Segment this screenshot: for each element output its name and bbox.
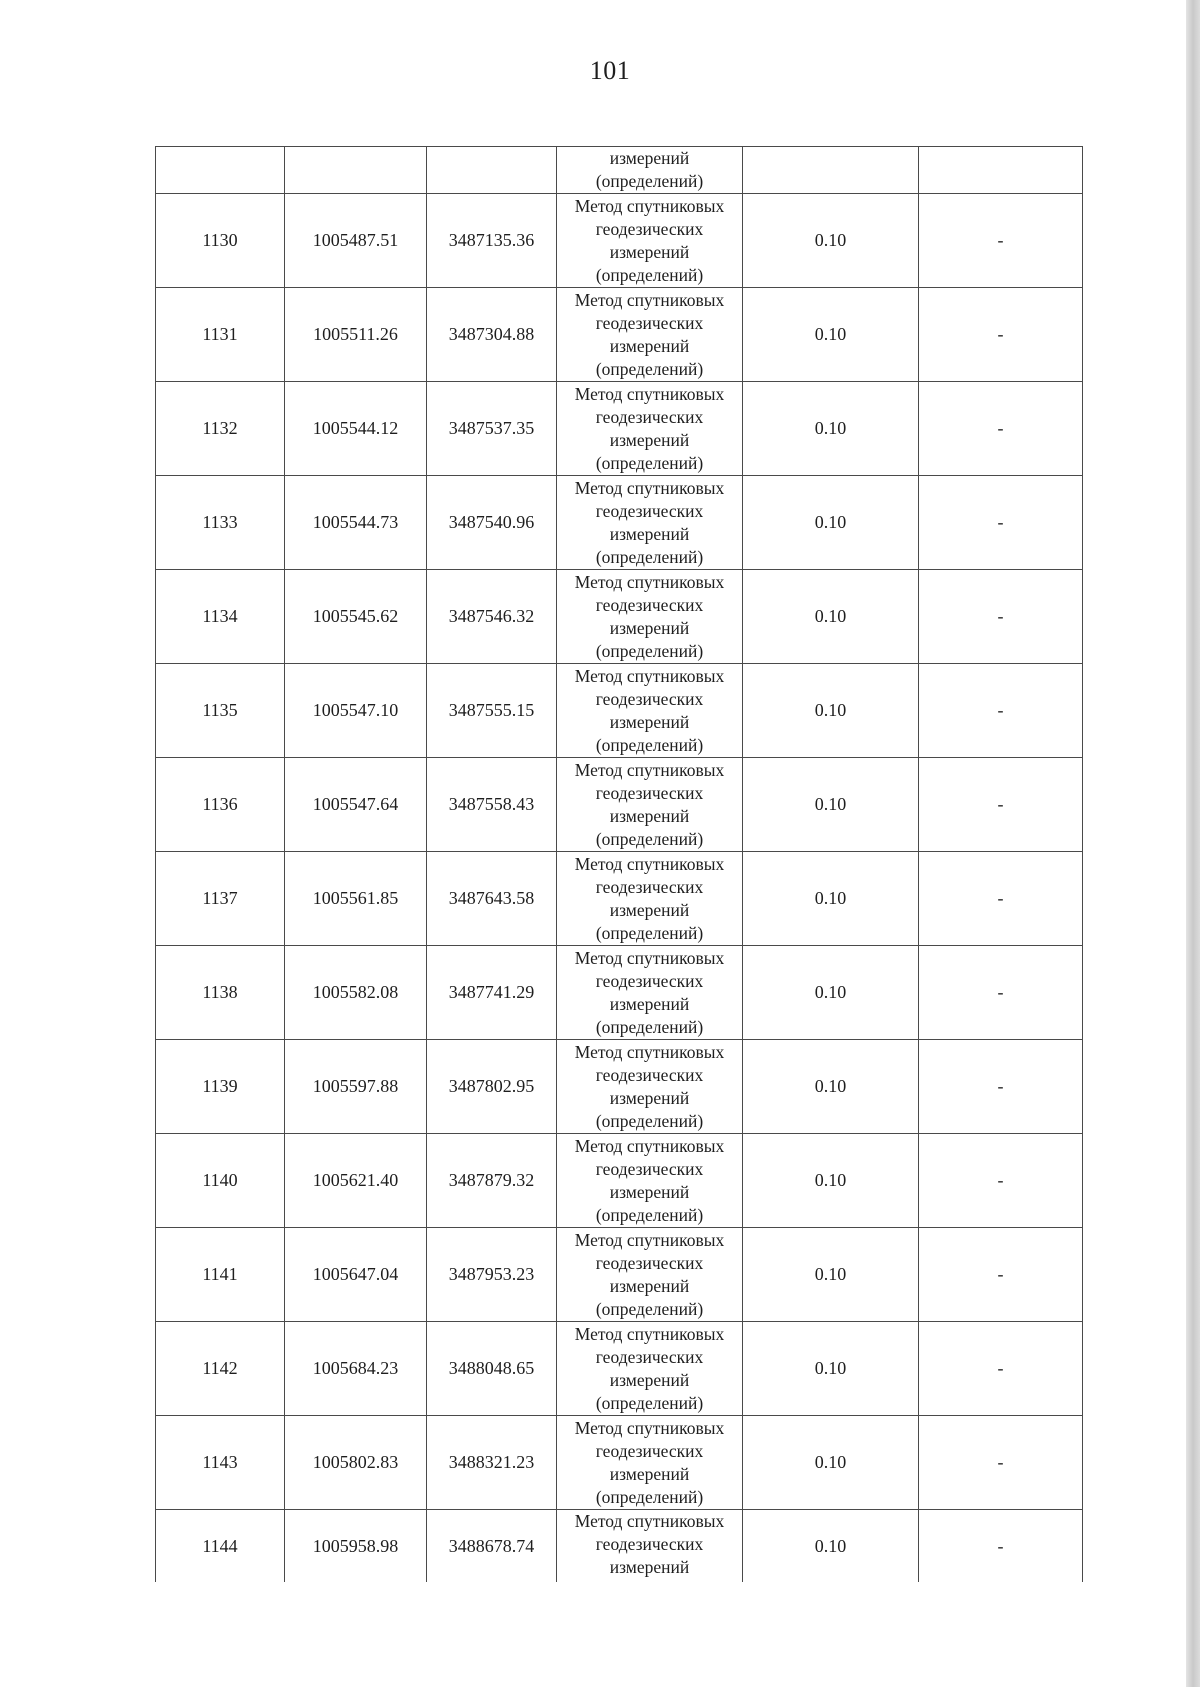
- accuracy-cell: 0.10: [743, 664, 919, 758]
- page-number: 101: [589, 56, 631, 85]
- x-coordinate-cell: 1005597.88: [285, 1040, 427, 1134]
- accuracy-cell: 0.10: [743, 288, 919, 382]
- point-number-cell: 1139: [156, 1040, 285, 1134]
- table-row: [156, 1134, 1083, 1228]
- method-cell: [557, 1040, 743, 1134]
- x-coordinate-cell: 1005511.26: [285, 288, 427, 382]
- method-cell: [557, 1416, 743, 1510]
- method-cell: [557, 852, 743, 946]
- note-cell: -: [919, 1228, 1083, 1322]
- note-cell: -: [919, 476, 1083, 570]
- accuracy-cell: 0.10: [743, 758, 919, 852]
- point-number-cell: 1130: [156, 194, 285, 288]
- method-line: (определений): [595, 1110, 704, 1131]
- coordinates-table-body: [156, 147, 1083, 1583]
- table-row: [156, 1040, 1083, 1134]
- accuracy-cell: 0.10: [743, 570, 919, 664]
- coordinates-table: [155, 146, 1083, 1582]
- x-coordinate-cell: 1005582.08: [285, 946, 427, 1040]
- method-line: измерений: [609, 1275, 690, 1296]
- method-line: Метод спутниковых: [574, 289, 725, 310]
- method-line: (определений): [595, 1016, 704, 1037]
- y-coordinate-cell: 3487135.36: [427, 194, 557, 288]
- method-cell: [557, 1228, 743, 1322]
- method-line: геодезических: [595, 312, 704, 333]
- page-edge-shadow: [1186, 0, 1200, 1687]
- method-line: Метод спутниковых: [574, 1323, 725, 1344]
- method-line: измерений: [609, 1369, 690, 1390]
- accuracy-cell: [743, 147, 919, 194]
- point-number-cell: 1143: [156, 1416, 285, 1510]
- method-line: измерений: [609, 1181, 690, 1202]
- method-line: измерений: [609, 335, 690, 356]
- method-cell: [557, 147, 743, 194]
- point-number-cell: 1140: [156, 1134, 285, 1228]
- method-cell: [557, 476, 743, 570]
- method-line: Метод спутниковых: [574, 947, 725, 968]
- method-line: измерений: [609, 241, 690, 262]
- point-number-cell: 1132: [156, 382, 285, 476]
- y-coordinate-cell: 3488048.65: [427, 1322, 557, 1416]
- y-coordinate-cell: 3487558.43: [427, 758, 557, 852]
- point-number-cell: [156, 147, 285, 194]
- method-line: измерений: [609, 993, 690, 1014]
- accuracy-cell: 0.10: [743, 1134, 919, 1228]
- method-line: измерений: [609, 1557, 690, 1577]
- x-coordinate-cell: [285, 147, 427, 194]
- x-coordinate-cell: 1005684.23: [285, 1322, 427, 1416]
- table-row: [156, 1228, 1083, 1322]
- note-cell: -: [919, 382, 1083, 476]
- method-line: Метод спутниковых: [574, 1511, 725, 1531]
- method-line: (определений): [595, 1392, 704, 1413]
- note-cell: -: [919, 664, 1083, 758]
- y-coordinate-cell: 3487546.32: [427, 570, 557, 664]
- accuracy-cell: 0.10: [743, 1322, 919, 1416]
- point-number-cell: 1144: [156, 1510, 285, 1583]
- method-line: геодезических: [595, 1346, 704, 1367]
- table-row: [156, 852, 1083, 946]
- note-cell: -: [919, 946, 1083, 1040]
- note-cell: -: [919, 1322, 1083, 1416]
- method-line: Метод спутниковых: [574, 1135, 725, 1156]
- y-coordinate-cell: 3487802.95: [427, 1040, 557, 1134]
- x-coordinate-cell: 1005547.10: [285, 664, 427, 758]
- method-line: (определений): [595, 171, 704, 191]
- method-line: (определений): [595, 546, 704, 567]
- method-line: Метод спутниковых: [574, 665, 725, 686]
- method-line: геодезических: [595, 1440, 704, 1461]
- accuracy-cell: 0.10: [743, 946, 919, 1040]
- method-line: геодезических: [595, 876, 704, 897]
- method-line: (определений): [595, 358, 704, 379]
- method-cell: [557, 570, 743, 664]
- table-row: [156, 664, 1083, 758]
- table-row: [156, 946, 1083, 1040]
- y-coordinate-cell: 3487540.96: [427, 476, 557, 570]
- method-line: (определений): [595, 640, 704, 661]
- accuracy-cell: 0.10: [743, 476, 919, 570]
- x-coordinate-cell: 1005561.85: [285, 852, 427, 946]
- accuracy-cell: 0.10: [743, 194, 919, 288]
- method-cell: [557, 1134, 743, 1228]
- table-row: [156, 476, 1083, 570]
- method-line: Метод спутниковых: [574, 571, 725, 592]
- accuracy-cell: 0.10: [743, 1228, 919, 1322]
- method-line: (определений): [595, 828, 704, 849]
- method-cell: [557, 194, 743, 288]
- y-coordinate-cell: 3487304.88: [427, 288, 557, 382]
- method-line: (определений): [595, 1204, 704, 1225]
- method-line: геодезических: [595, 782, 704, 803]
- y-coordinate-cell: 3487953.23: [427, 1228, 557, 1322]
- y-coordinate-cell: 3487741.29: [427, 946, 557, 1040]
- method-line: геодезических: [595, 406, 704, 427]
- method-line: Метод спутниковых: [574, 1417, 725, 1438]
- method-line: (определений): [595, 922, 704, 943]
- method-line: (определений): [595, 1298, 704, 1319]
- method-line: Метод спутниковых: [574, 853, 725, 874]
- method-line: геодезических: [595, 1534, 704, 1554]
- table-row: [156, 382, 1083, 476]
- accuracy-cell: 0.10: [743, 1040, 919, 1134]
- y-coordinate-cell: [427, 147, 557, 194]
- method-cell: [557, 664, 743, 758]
- point-number-cell: 1141: [156, 1228, 285, 1322]
- method-line: измерений: [609, 523, 690, 544]
- method-line: Метод спутниковых: [574, 759, 725, 780]
- method-line: (определений): [595, 1486, 704, 1507]
- accuracy-cell: 0.10: [743, 382, 919, 476]
- point-number-cell: 1142: [156, 1322, 285, 1416]
- method-line: Метод спутниковых: [574, 383, 725, 404]
- point-number-cell: 1135: [156, 664, 285, 758]
- accuracy-cell: 0.10: [743, 1510, 919, 1583]
- table-row: [156, 1322, 1083, 1416]
- y-coordinate-cell: 3488321.23: [427, 1416, 557, 1510]
- method-line: измерений: [609, 148, 690, 168]
- method-line: измерений: [609, 1463, 690, 1484]
- x-coordinate-cell: 1005547.64: [285, 758, 427, 852]
- accuracy-cell: 0.10: [743, 852, 919, 946]
- point-number-cell: 1138: [156, 946, 285, 1040]
- point-number-cell: 1133: [156, 476, 285, 570]
- method-line: геодезических: [595, 1064, 704, 1085]
- point-number-cell: 1134: [156, 570, 285, 664]
- x-coordinate-cell: 1005544.12: [285, 382, 427, 476]
- note-cell: -: [919, 758, 1083, 852]
- y-coordinate-cell: 3487537.35: [427, 382, 557, 476]
- method-line: измерений: [609, 1087, 690, 1108]
- method-line: геодезических: [595, 594, 704, 615]
- table-row: [156, 1416, 1083, 1510]
- method-line: геодезических: [595, 218, 704, 239]
- method-line: измерений: [609, 617, 690, 638]
- method-line: измерений: [609, 711, 690, 732]
- note-cell: -: [919, 570, 1083, 664]
- y-coordinate-cell: 3487555.15: [427, 664, 557, 758]
- method-cell: [557, 1322, 743, 1416]
- table-row: [156, 147, 1083, 194]
- method-line: геодезических: [595, 1252, 704, 1273]
- note-cell: -: [919, 194, 1083, 288]
- y-coordinate-cell: 3487879.32: [427, 1134, 557, 1228]
- method-line: измерений: [609, 899, 690, 920]
- x-coordinate-cell: 1005545.62: [285, 570, 427, 664]
- method-line: геодезических: [595, 688, 704, 709]
- note-cell: -: [919, 1416, 1083, 1510]
- point-number-cell: 1137: [156, 852, 285, 946]
- method-line: геодезических: [595, 500, 704, 521]
- table-row: [156, 288, 1083, 382]
- note-cell: -: [919, 1040, 1083, 1134]
- x-coordinate-cell: 1005802.83: [285, 1416, 427, 1510]
- y-coordinate-cell: 3488678.74: [427, 1510, 557, 1583]
- note-cell: -: [919, 852, 1083, 946]
- note-cell: -: [919, 288, 1083, 382]
- accuracy-cell: 0.10: [743, 1416, 919, 1510]
- y-coordinate-cell: 3487643.58: [427, 852, 557, 946]
- x-coordinate-cell: 1005487.51: [285, 194, 427, 288]
- x-coordinate-cell: 1005544.73: [285, 476, 427, 570]
- x-coordinate-cell: 1005647.04: [285, 1228, 427, 1322]
- method-line: геодезических: [595, 970, 704, 991]
- method-line: (определений): [595, 264, 704, 285]
- x-coordinate-cell: 1005621.40: [285, 1134, 427, 1228]
- table-row: [156, 570, 1083, 664]
- table-row: [156, 194, 1083, 288]
- method-cell: [557, 1510, 743, 1583]
- method-cell: [557, 382, 743, 476]
- note-cell: [919, 147, 1083, 194]
- method-line: (определений): [595, 452, 704, 473]
- x-coordinate-cell: 1005958.98: [285, 1510, 427, 1583]
- note-cell: -: [919, 1134, 1083, 1228]
- method-line: геодезических: [595, 1158, 704, 1179]
- method-line: измерений: [609, 429, 690, 450]
- table-row: [156, 1510, 1083, 1583]
- note-cell: -: [919, 1510, 1083, 1583]
- method-line: Метод спутниковых: [574, 1041, 725, 1062]
- method-cell: [557, 288, 743, 382]
- point-number-cell: 1136: [156, 758, 285, 852]
- method-line: Метод спутниковых: [574, 477, 725, 498]
- table-row: [156, 758, 1083, 852]
- point-number-cell: 1131: [156, 288, 285, 382]
- method-line: измерений: [609, 805, 690, 826]
- method-line: (определений): [595, 734, 704, 755]
- method-line: Метод спутниковых: [574, 195, 725, 216]
- method-cell: [557, 758, 743, 852]
- method-cell: [557, 946, 743, 1040]
- method-line: Метод спутниковых: [574, 1229, 725, 1250]
